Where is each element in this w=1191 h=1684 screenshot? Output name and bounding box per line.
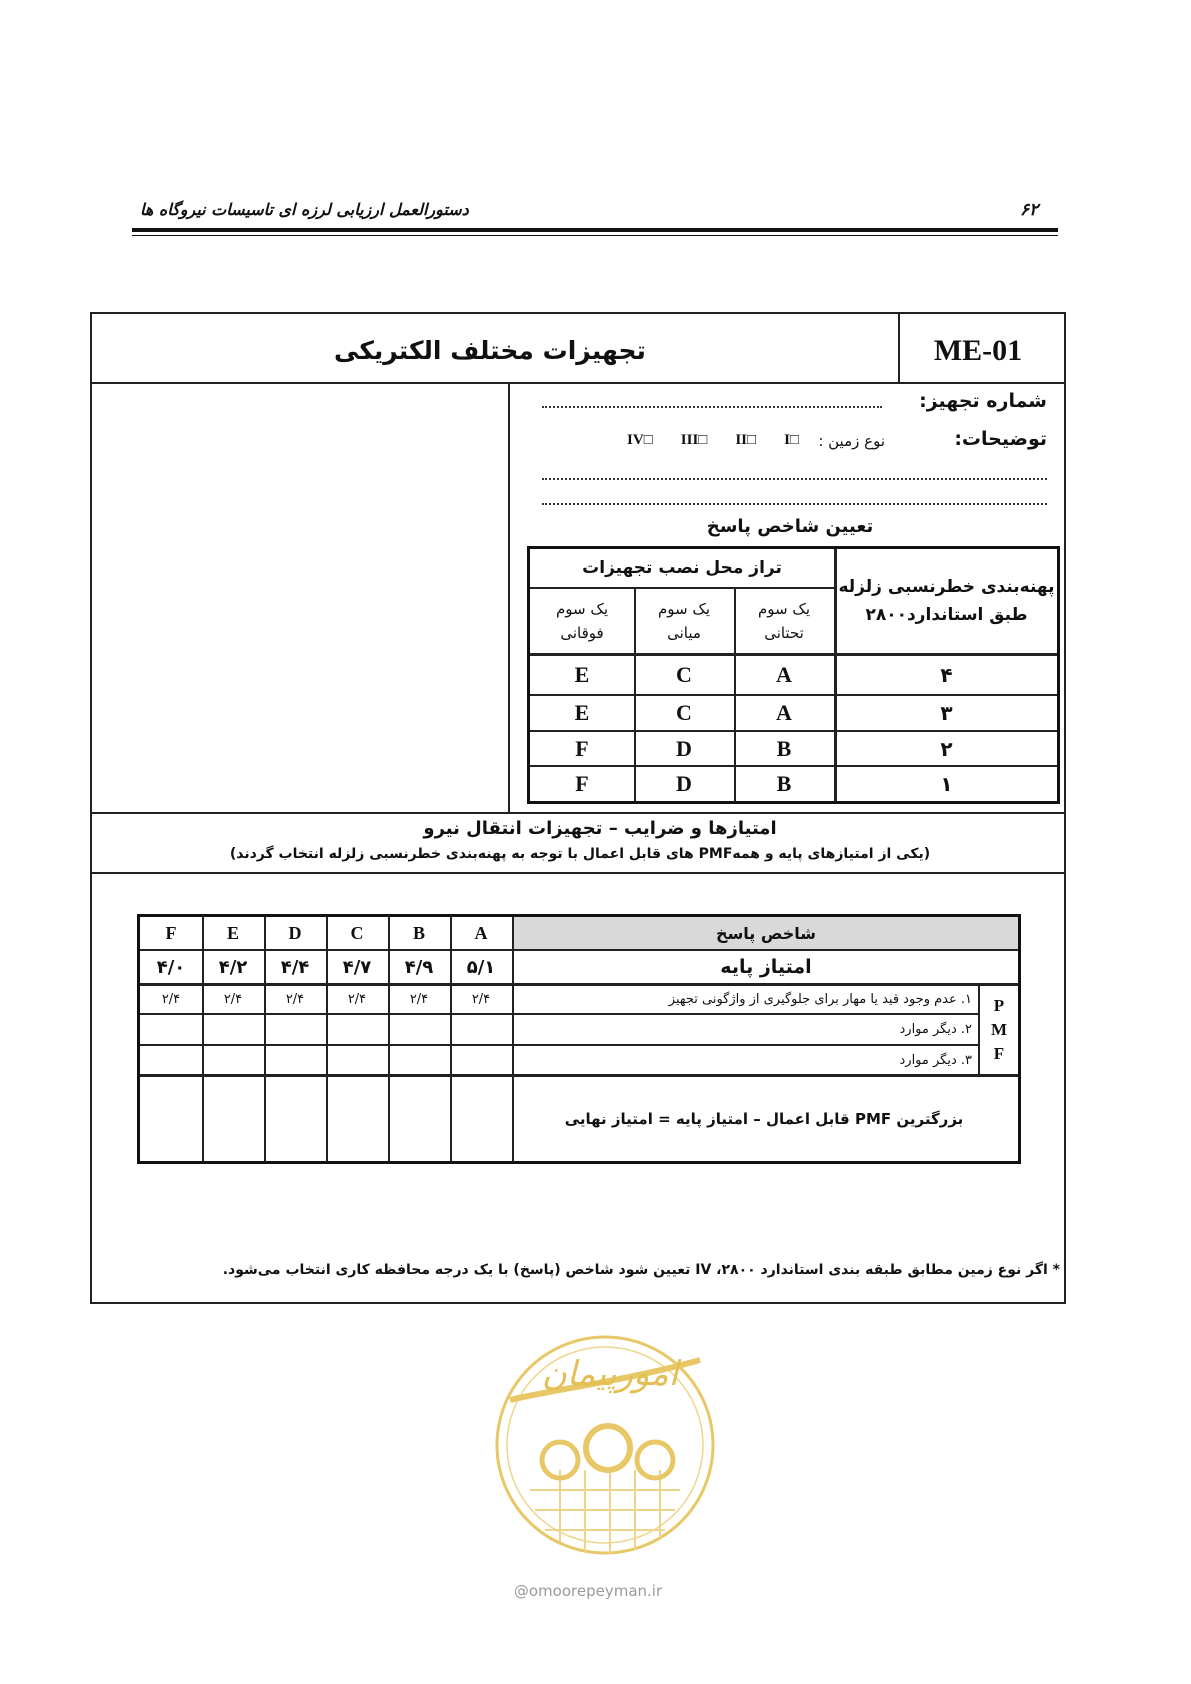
level-col-middle-line1: یک سوم	[658, 600, 710, 618]
watermark-url	[468, 1582, 708, 1600]
base-score-c: ۴/۷	[342, 956, 372, 978]
response-index-table	[527, 546, 1060, 804]
pmf-value: ۲/۴	[347, 992, 367, 1007]
info-section-divider	[90, 812, 1066, 814]
at-icon: @	[513, 1582, 529, 1600]
pmf-letters	[980, 986, 1018, 1074]
scores-table	[137, 914, 1021, 1164]
response-cell: E	[574, 662, 590, 687]
level-col-middle-line2: میانی	[667, 624, 701, 642]
level-col-upper-line1: یک سوم	[556, 600, 608, 618]
level-col-lower	[734, 589, 834, 653]
base-score-label: امتیاز پایه	[720, 956, 812, 978]
pmf-row-label: ۳. دیگر موارد	[899, 1052, 972, 1068]
watermark-url-text: omoorepeyman.ir	[528, 1582, 663, 1600]
pmf-letter-p: P	[993, 996, 1005, 1015]
soil-type-iv[interactable]: IV□	[627, 432, 653, 448]
base-score-f: ۴/۰	[156, 956, 186, 978]
watermark-logo-text: امورپیمان	[541, 1354, 679, 1394]
response-cell: C	[676, 662, 692, 687]
pmf-row-label: ۱. عدم وجود قید یا مهار برای جلوگیری از واژگونی تجهیز	[668, 992, 972, 1007]
response-cell: B	[776, 771, 792, 796]
base-score-d: ۴/۴	[280, 956, 310, 978]
header-rule-thick	[132, 228, 1058, 232]
zone-cell: ۱	[940, 772, 953, 796]
response-cell: D	[676, 771, 692, 796]
col-header-b: B	[412, 922, 425, 943]
watermark-seal-icon	[490, 1320, 720, 1570]
response-index-title: تعیین شاخص پاسخ	[706, 516, 874, 537]
pmf-letter-m: M	[990, 1020, 1008, 1039]
base-score-e: ۴/۲	[218, 956, 248, 978]
response-cell: F	[575, 771, 589, 796]
response-cell: D	[676, 735, 692, 761]
pmf-value: ۲/۴	[223, 992, 243, 1007]
col-header-f: F	[165, 922, 177, 943]
pmf-value: ۲/۴	[161, 992, 181, 1007]
level-col-lower-line2: تحتانی	[764, 624, 804, 642]
col-header-d: D	[288, 922, 302, 943]
response-cell: B	[776, 735, 792, 761]
footnote: * اگر نوع زمین مطابق طبقه بندی استاندارد ۲۸۰۰، IV تعیین شود شاخص (پاسخ) با یک درجه محافظه کاری انتخاب می‌شود.	[222, 1262, 1060, 1278]
soil-type-ii[interactable]: II□	[735, 432, 757, 448]
soil-type-options	[627, 432, 799, 449]
pmf-value: ۲/۴	[285, 992, 305, 1007]
level-col-upper	[530, 589, 634, 653]
zone-cell: ۴	[940, 663, 953, 687]
hazard-header-line2: طبق استاندارد۲۸۰۰	[865, 605, 1028, 625]
base-score-b: ۴/۹	[404, 956, 434, 978]
col-header-e: E	[226, 922, 239, 943]
book-title: دستورالعمل ارزیابی لرزه ای تاسیسات نیروگاه ها	[140, 200, 469, 219]
pmf-letter-f: F	[993, 1044, 1005, 1063]
zone-cell: ۳	[940, 701, 953, 725]
pmf-value: ۲/۴	[471, 992, 491, 1007]
col-header-a: A	[474, 922, 488, 943]
soil-type-i[interactable]: I□	[784, 432, 799, 448]
soil-type-iii[interactable]: III□	[680, 432, 708, 448]
zone-cell: ۲	[940, 736, 953, 761]
scores-section-title: امتیازها و ضرایب – تجهیزات انتقال نیرو	[423, 818, 777, 839]
watermark-logo	[490, 1320, 720, 1570]
title-row-divider	[90, 382, 1066, 384]
description-line-2[interactable]	[542, 503, 1047, 505]
base-score-a: ۵/۱	[466, 956, 496, 978]
pmf-value: ۲/۴	[409, 992, 429, 1007]
header-rule-thin	[132, 235, 1058, 236]
soil-type-label: نوع زمین :	[818, 432, 885, 450]
hazard-header	[836, 549, 1057, 653]
hazard-header-line1: پهنه‌بندی خطرنسبی زلزله	[838, 577, 1055, 597]
scores-section-subtitle: (یکی از امتیازهای پایه و همهPMF های قابل اعمال با توجه به پهنه‌بندی خطرنسبی زلزله انتخاب گردند)	[229, 846, 931, 862]
info-divider	[508, 382, 510, 812]
form-code: ME-01	[933, 334, 1023, 367]
level-col-middle	[634, 589, 734, 653]
index-header: شاخص پاسخ	[716, 923, 816, 943]
response-cell: A	[776, 700, 792, 725]
description-label: توضیحات:	[954, 428, 1047, 450]
pmf-row-label: ۲. دیگر موارد	[899, 1022, 972, 1037]
page-number: ۶۲	[1020, 200, 1039, 220]
level-col-upper-line2: فوقانی	[560, 624, 604, 642]
final-score-formula: بزرگترین PMF قابل اعمال – امتیاز پایه = امتیاز نهایی	[564, 1110, 964, 1128]
col-header-c: C	[350, 922, 364, 943]
description-line-1[interactable]	[542, 478, 1047, 480]
equipment-number-field[interactable]	[542, 406, 882, 408]
response-cell: F	[575, 735, 589, 761]
level-col-lower-line1: یک سوم	[758, 600, 810, 618]
response-cell: C	[676, 700, 692, 725]
form-title: تجهیزات مختلف الکتریکی	[334, 336, 646, 365]
response-cell: A	[776, 662, 792, 687]
equipment-number-label: شماره تجهیز:	[919, 390, 1047, 412]
response-cell: E	[574, 700, 590, 725]
scores-title-divider	[90, 872, 1066, 874]
level-header: تراز محل نصب تجهیزات	[582, 558, 782, 578]
